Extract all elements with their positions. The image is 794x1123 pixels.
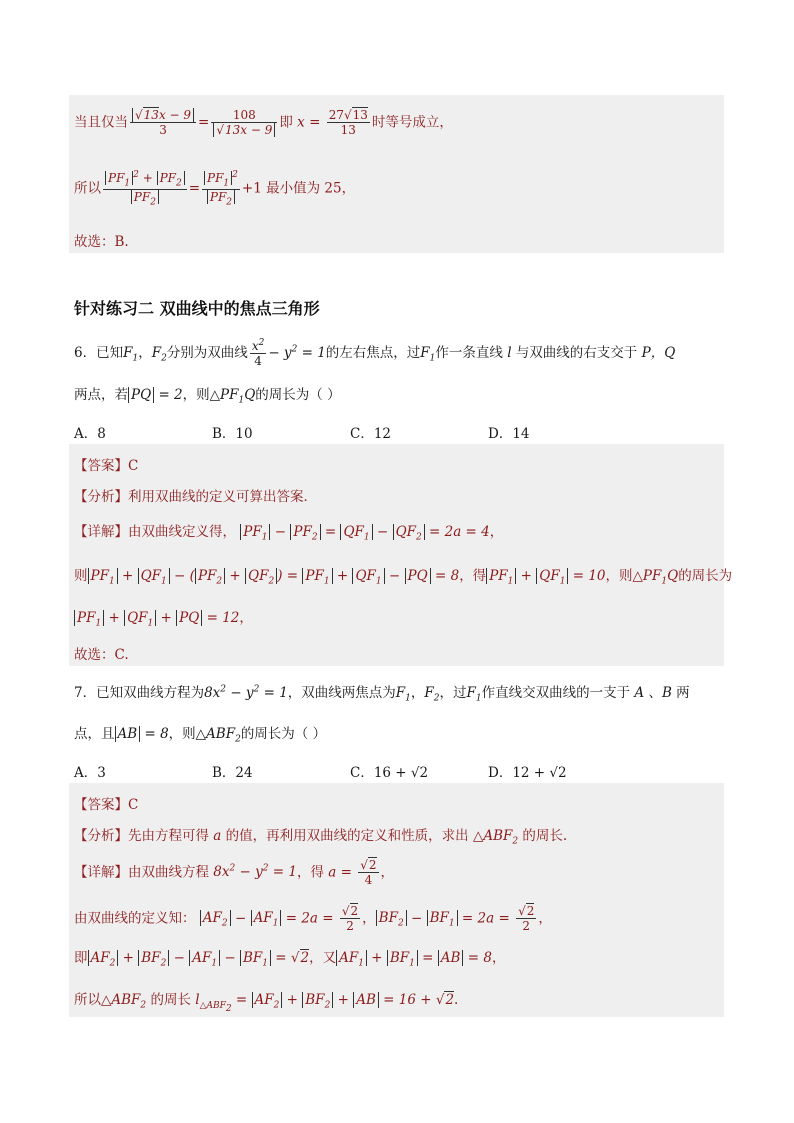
section-heading: 针对练习二 双曲线中的焦点三角形 xyxy=(74,299,320,318)
q6-detail-3: $PF_1 + QF_1$ + PQ = 12， xyxy=(74,606,253,629)
prev-line-1: 当且仅当 $\frac{√13x - 9}{3}$ = $\frac{108}{√13x - 9}$ 即 x = $\frac{27√13}{13}$ 时等号成立， xyxy=(74,108,453,138)
q7-detail-3: 即 $AF_2 + BF_2 - AF_1 - BF_1 = √2$，又 $AF_1 + BF_1$ = AB = 8， xyxy=(74,950,506,969)
q6-answer: 【答案】C xyxy=(74,458,139,474)
q7-detail-4: 所以$\triangle ABF_2$ 的周长 $l_{\triangle ABF_2} = AF_2 + BF_2$ + AB = 16 + √2. xyxy=(74,992,459,1014)
q7-option-a: A．3 xyxy=(74,765,106,781)
q7-option-c: C．16 + √2 xyxy=(350,765,429,781)
q6-detail-1: 【详解】由双曲线定义得， $PF_1 - PF_2 = QF_1 - QF_2 = 2a = 4$， xyxy=(74,524,504,543)
q7-solution-block xyxy=(69,783,724,1017)
q6-detail-2: 则 $PF_1 + QF_1$ − ( $PF_2 + QF_2$ ) = $PF_1 + QF_1$ − PQ = 8，得 $PF_1 + QF_1 = 10$，则$\triangle PF_1Q$的周长为 xyxy=(74,568,733,587)
q6-text-line-2: 两点，若 PQ = 2，则$\triangle PF_1Q$的周长为（ ） xyxy=(74,387,341,406)
q6-option-a: A．8 xyxy=(74,426,106,442)
q6-option-d: D．14 xyxy=(488,426,530,442)
q6-text-line-1: 6．已知$F_1$，$F_2$分别为双曲线 $\frac{x^2}{4}$ − $y^2 = 1$的左右焦点，过$F_1$作一条直线 l 与双曲线的右支交于 P，Q xyxy=(74,338,676,369)
q7-text-line-1: 7．已知双曲线方程为$8x^2 - y^2 = 1$，双曲线两焦点为$F_1$，$F_2$，过$F_1$作直线交双曲线的一支于 A 、B 两 xyxy=(74,684,690,704)
q7-analysis: 【分析】先由方程可得 a 的值，再利用双曲线的定义和性质，求出 $\triangle ABF_2$ 的周长. xyxy=(74,828,568,847)
q7-option-d: D．12 + √2 xyxy=(488,765,567,781)
q6-analysis: 【分析】利用双曲线的定义可算出答案． xyxy=(74,489,317,505)
q7-option-b: B．24 xyxy=(212,765,253,781)
prev-line-2: 所以 $\frac{PF_1^2 + PF_2}{PF_2}$ = $\frac{PF_1^2}{PF_2}$ +1 最小值为 25， xyxy=(74,170,356,208)
prev-line-3: 故选：B. xyxy=(74,234,129,250)
q7-answer: 【答案】C xyxy=(74,797,139,813)
q7-detail-1: 【详解】由双曲线方程 $8x^2 - y^2 = 1$，得 a = $\frac{√2}{4}$ ， xyxy=(74,858,395,888)
q6-solution-block xyxy=(69,444,724,666)
q7-text-line-2: 点，且 AB = 8，则$\triangle ABF_2$的周长为（ ） xyxy=(74,726,327,745)
q7-detail-2: 由双曲线的定义知： $AF_2 - AF_1 = 2a$ = $\frac{√2}{2}$ ， $BF_2 - BF_1 = 2a$ = $\frac{√2}{2}$ ， xyxy=(74,904,552,934)
q6-option-b: B．10 xyxy=(212,426,253,442)
q6-choose: 故选：C. xyxy=(74,647,129,663)
q6-option-c: C．12 xyxy=(350,426,392,442)
